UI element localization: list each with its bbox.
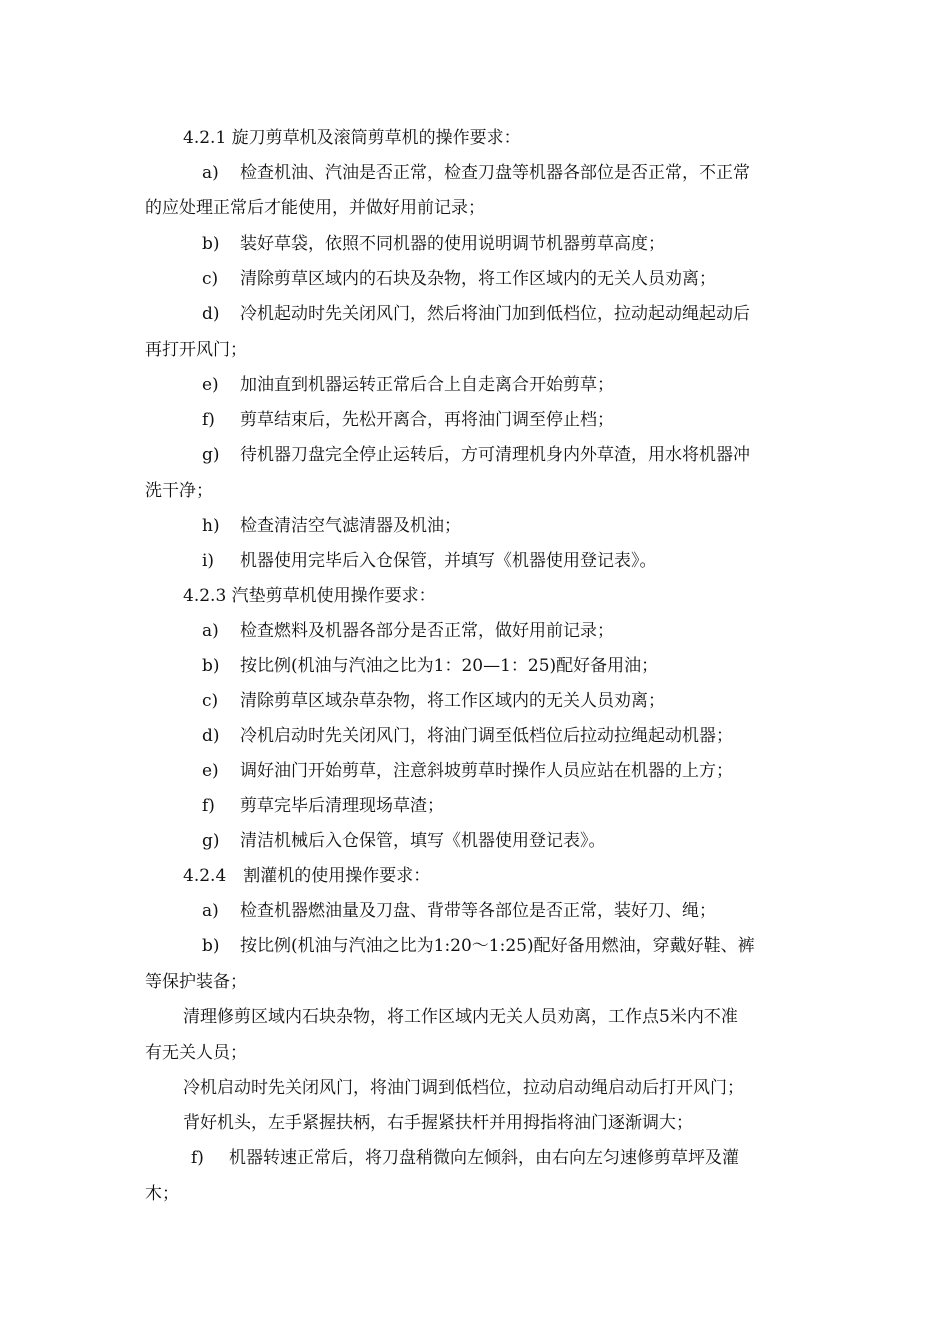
list-item-label: e) — [202, 761, 219, 781]
list-item-continuation: 等保护装备； — [145, 972, 247, 992]
list-item-text: 冷机启动时先关闭风门，将油门调至低档位后拉动拉绳起动机器； — [240, 726, 733, 746]
list-item-text: 清除剪草区域内的石块及杂物，将工作区域内的无关人员劝离； — [240, 269, 716, 289]
list-item-label: d) — [202, 726, 220, 746]
list-item-label: g) — [202, 445, 220, 465]
paragraph-text: 清理修剪区域内石块杂物，将工作区域内无关人员劝离，工作点5米内不准 — [183, 1007, 738, 1027]
list-item-label: d) — [202, 304, 220, 324]
list-item-label: f) — [202, 410, 215, 430]
list-item-text: 待机器刀盘完全停止运转后，方可清理机身内外草渣，用水将机器冲 — [240, 445, 750, 465]
list-item-label: g) — [202, 831, 220, 851]
list-item-text: 剪草结束后，先松开离合，再将油门调至停止档； — [240, 410, 614, 430]
paragraph-text: 背好机头，左手紧握扶柄，右手握紧扶杆并用拇指将油门逐渐调大； — [183, 1113, 693, 1133]
section-heading-423: 4.2.3 汽垫剪草机使用操作要求： — [183, 586, 436, 606]
section-heading-424: 4.2.4 割灌机的使用操作要求： — [183, 866, 431, 886]
list-item-label: f) — [202, 796, 215, 816]
list-item-text: 装好草袋，依照不同机器的使用说明调节机器剪草高度； — [240, 234, 665, 254]
list-item-text: 检查机器燃油量及刀盘、背带等各部位是否正常，装好刀、绳； — [240, 901, 716, 921]
list-item-continuation: 的应处理正常后才能使用，并做好用前记录； — [145, 198, 485, 218]
list-item-text: 机器转速正常后，将刀盘稍微向左倾斜，由右向左匀速修剪草坪及灌 — [229, 1148, 739, 1168]
list-item-label: f) — [191, 1148, 204, 1168]
list-item-label: i) — [202, 551, 215, 571]
list-item-label: b) — [202, 936, 220, 956]
list-item-label: c) — [202, 269, 219, 289]
list-item-text: 清洁机械后入仓保管，填写《机器使用登记表》。 — [240, 831, 606, 851]
paragraph-text: 冷机启动时先关闭风门，将油门调到低档位，拉动启动绳启动后打开风门； — [183, 1078, 744, 1098]
list-item-label: e) — [202, 375, 219, 395]
list-item-label: b) — [202, 656, 220, 676]
list-item-label: a) — [202, 901, 219, 921]
list-item-text: 检查清洁空气滤清器及机油； — [240, 516, 461, 536]
list-item-text: 加油直到机器运转正常后合上自走离合开始剪草； — [240, 375, 614, 395]
list-item-label: h) — [202, 516, 220, 536]
list-item-text: 冷机起动时先关闭风门，然后将油门加到低档位，拉动起动绳起动后 — [240, 304, 750, 324]
list-item-label: b) — [202, 234, 220, 254]
list-item-text: 清除剪草区域杂草杂物，将工作区域内的无关人员劝离； — [240, 691, 665, 711]
list-item-text: 检查燃料及机器各部分是否正常，做好用前记录； — [240, 621, 614, 641]
paragraph-continuation: 有无关人员； — [145, 1043, 247, 1063]
list-item-label: c) — [202, 691, 219, 711]
list-item-continuation: 木； — [145, 1184, 179, 1204]
list-item-label: a) — [202, 621, 219, 641]
list-item-continuation: 再打开风门； — [145, 340, 247, 360]
list-item-text: 调好油门开始剪草，注意斜坡剪草时操作人员应站在机器的上方； — [240, 761, 733, 781]
section-heading-421: 4.2.1 旋刀剪草机及滚筒剪草机的操作要求： — [183, 128, 521, 148]
list-item-continuation: 洗干净； — [145, 481, 213, 501]
list-item-text: 剪草完毕后清理现场草渣； — [240, 796, 444, 816]
list-item-text: 按比例(机油与汽油之比为1：20—1：25)配好备用油； — [240, 656, 659, 676]
list-item-text: 检查机油、汽油是否正常，检查刀盘等机器各部位是否正常，不正常 — [240, 163, 750, 183]
list-item-text: 按比例(机油与汽油之比为1:20～1:25)配好备用燃油，穿戴好鞋、裤 — [240, 936, 755, 956]
list-item-label: a) — [202, 163, 219, 183]
list-item-text: 机器使用完毕后入仓保管，并填写《机器使用登记表》。 — [240, 551, 657, 571]
